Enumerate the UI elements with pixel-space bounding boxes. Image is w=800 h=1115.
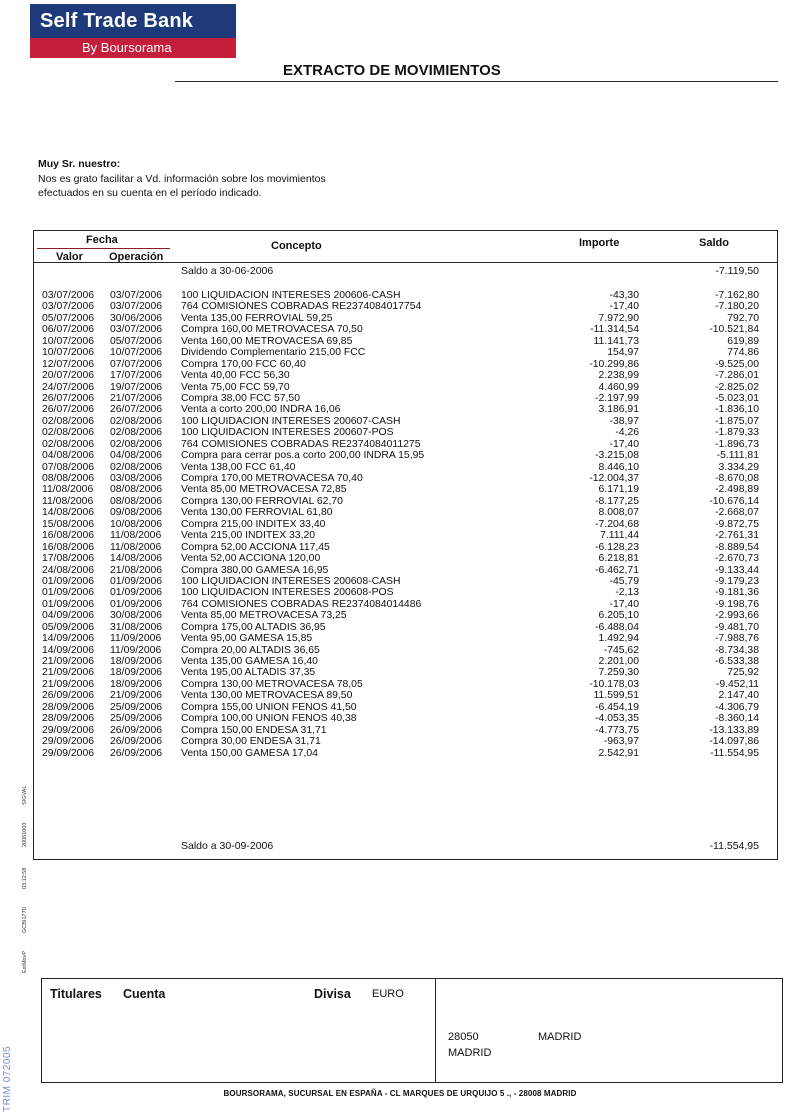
cell-saldo: 2.147,40 — [718, 690, 759, 702]
cell-concepto: Venta 160,00 METROVACESA 69,85 — [181, 335, 353, 347]
cell-saldo: -9.452,11 — [715, 678, 759, 690]
cell-importe: -3.215,08 — [595, 450, 639, 462]
cell-valor: 16/08/2006 — [42, 530, 95, 542]
cell-concepto: Compra 130,00 FERROVIAL 62,70 — [181, 495, 343, 507]
cell-valor: 26/07/2006 — [42, 404, 95, 416]
cell-operacion: 25/09/2006 — [110, 713, 163, 725]
bank-logo — [30, 4, 236, 58]
account-box — [41, 978, 783, 1083]
cell-operacion: 18/09/2006 — [110, 678, 163, 690]
cell-importe: 11.141,73 — [593, 335, 639, 347]
cell-importe: -10.299,86 — [589, 358, 639, 370]
table-row — [34, 450, 777, 461]
cell-operacion: 21/08/2006 — [110, 564, 163, 576]
cell-saldo: -9.181,36 — [715, 587, 759, 599]
margin-code: ExtMovP — [22, 950, 28, 973]
cell-concepto: 100 LIQUIDACION INTERESES 200606-CASH — [181, 290, 401, 301]
cell-valor: 17/08/2006 — [42, 553, 95, 565]
cell-valor: 01/09/2006 — [42, 575, 95, 587]
cell-saldo: -2.993,66 — [715, 610, 759, 622]
cell-valor: 28/09/2006 — [42, 701, 95, 713]
margin-code: GCBI1770 — [22, 907, 28, 933]
cell-saldo: -8.734,38 — [715, 644, 759, 656]
cell-saldo: -9.872,75 — [715, 518, 759, 530]
cell-saldo: -14.097,86 — [709, 736, 759, 748]
table-row — [34, 301, 777, 312]
cell-concepto: 764 COMISIONES COBRADAS RE2374084017754 — [181, 301, 422, 313]
cell-concepto: Compra 30,00 ENDESA 31,71 — [181, 736, 321, 748]
cell-operacion: 01/09/2006 — [110, 587, 163, 599]
cell-valor: 26/09/2006 — [42, 690, 95, 702]
cell-operacion: 26/09/2006 — [110, 736, 163, 748]
cell-operacion: 26/09/2006 — [110, 724, 163, 736]
cell-concepto: Venta 130,00 METROVACESA 89,50 — [181, 690, 353, 702]
opening-balance-value: -7.119,50 — [715, 265, 759, 277]
cell-concepto: Venta 85,00 METROVACESA 72,85 — [181, 484, 347, 496]
table-row — [34, 404, 777, 415]
cell-concepto: Venta 138,00 FCC 61,40 — [181, 461, 296, 473]
table-row — [34, 427, 777, 438]
cell-operacion: 01/09/2006 — [110, 575, 163, 587]
cell-saldo: -1.896,73 — [715, 438, 759, 450]
cell-saldo: -8.360,14 — [715, 713, 759, 725]
table-row — [34, 359, 777, 370]
table-row — [34, 622, 777, 633]
cell-importe: -4.053,35 — [595, 713, 639, 725]
divisa-label: Divisa — [314, 987, 351, 1001]
cell-concepto: Venta 95,00 GAMESA 15,85 — [181, 633, 313, 645]
cell-saldo: -11.554,95 — [710, 747, 759, 759]
cell-importe: 154,97 — [607, 347, 639, 359]
cell-operacion: 07/07/2006 — [110, 358, 163, 370]
cell-importe: -11.314,54 — [590, 324, 639, 336]
margin-code: SIGVAL — [22, 785, 28, 805]
cell-saldo: -1.836,10 — [715, 404, 759, 416]
greeting-body: Nos es grato facilitar a Vd. información sobre los movimientos efectuados en su cuenta en el período indicado. — [38, 173, 326, 199]
cell-saldo: -6.533,38 — [715, 656, 759, 667]
cell-operacion: 02/08/2006 — [110, 461, 163, 473]
cell-valor: 02/08/2006 — [42, 427, 95, 439]
cell-valor: 21/09/2006 — [42, 667, 95, 679]
table-row — [34, 473, 777, 484]
cell-operacion: 14/08/2006 — [110, 553, 163, 565]
greeting-title: Muy Sr. nuestro: — [38, 158, 121, 170]
cell-concepto: 764 COMISIONES COBRADAS RE2374084014486 — [181, 598, 422, 610]
cell-saldo: -9.525,00 — [715, 358, 759, 370]
cell-operacion: 17/07/2006 — [110, 370, 163, 382]
table-row — [34, 748, 777, 759]
cell-valor: 14/09/2006 — [42, 644, 95, 656]
cell-valor: 29/09/2006 — [42, 736, 95, 748]
cell-saldo: -2.668,07 — [715, 507, 759, 519]
cell-concepto: Venta 135,00 FERROVIAL 59,25 — [181, 312, 333, 324]
cell-importe: -745,62 — [603, 644, 639, 656]
divisa-value: EURO — [372, 988, 404, 1000]
cell-valor: 06/07/2006 — [42, 324, 95, 336]
cell-operacion: 18/09/2006 — [110, 656, 163, 667]
movements-table — [33, 230, 778, 860]
cell-operacion: 10/08/2006 — [110, 518, 163, 530]
table-row — [34, 370, 777, 381]
footer-address: BOURSORAMA, SUCURSAL EN ESPAÑA - CL MARQUES DE URQUIJO 5 ., - 28008 MADRID — [223, 1089, 577, 1098]
cell-saldo: 3.334,29 — [718, 461, 759, 473]
header-concepto: Concepto — [271, 240, 322, 252]
cell-concepto: Venta 215,00 INDITEX 33,20 — [181, 530, 316, 542]
cell-saldo: -5.111,81 — [716, 450, 759, 462]
cell-valor: 02/08/2006 — [42, 438, 95, 450]
cell-importe: -43,30 — [609, 290, 639, 301]
cell-concepto: Compra 100,00 UNION FENOS 40,38 — [181, 713, 357, 725]
table-row — [34, 702, 777, 713]
cell-saldo: -1.879,33 — [715, 427, 759, 439]
table-row — [34, 496, 777, 507]
cell-importe: 3.186,91 — [598, 404, 639, 416]
cell-saldo: -9.198,76 — [715, 598, 759, 610]
cell-importe: -963,97 — [603, 736, 639, 748]
cell-valor: 05/09/2006 — [42, 621, 95, 633]
header-importe: Importe — [579, 237, 620, 249]
table-row — [34, 736, 777, 747]
cell-operacion: 04/08/2006 — [110, 450, 163, 462]
cell-concepto: Venta 85,00 METROVACESA 73,25 — [181, 610, 347, 622]
city-line1: MADRID — [538, 1031, 582, 1043]
table-row — [34, 507, 777, 518]
cell-saldo: -9.133,44 — [715, 564, 759, 576]
cell-operacion: 11/08/2006 — [110, 541, 162, 553]
cell-importe: -2.197,99 — [595, 392, 639, 404]
cell-operacion: 08/08/2006 — [110, 484, 163, 496]
cell-valor: 12/07/2006 — [42, 358, 95, 370]
cell-concepto: Compra 52,00 ACCIONA 117,45 — [181, 541, 330, 553]
table-row — [34, 656, 777, 667]
cell-operacion: 10/07/2006 — [110, 347, 163, 359]
cell-saldo: -4.306,79 — [715, 701, 759, 713]
cell-valor: 24/08/2006 — [42, 564, 95, 576]
cell-saldo: -2.825,02 — [715, 381, 759, 393]
cell-importe: -4.773,75 — [595, 724, 639, 736]
table-row — [34, 565, 777, 576]
city-line2: MADRID — [448, 1047, 492, 1059]
table-row — [34, 393, 777, 404]
cell-saldo: -13.133,89 — [709, 724, 759, 736]
table-row — [34, 713, 777, 724]
cell-valor: 01/09/2006 — [42, 598, 95, 610]
cell-saldo: -7.988,76 — [715, 633, 759, 645]
cell-valor: 07/08/2006 — [42, 461, 95, 473]
cell-concepto: Compra 20,00 ALTADIS 36,65 — [181, 644, 320, 656]
cell-importe: -6.128,23 — [595, 541, 639, 553]
table-row — [34, 679, 777, 690]
cell-operacion: 03/07/2006 — [110, 290, 163, 301]
opening-balance-label: Saldo a 30-06-2006 — [181, 265, 274, 277]
cell-importe: -7.204,68 — [595, 518, 639, 530]
cell-importe: 2.238,99 — [598, 370, 639, 382]
table-row — [34, 553, 777, 564]
cell-operacion: 18/09/2006 — [110, 667, 163, 679]
cell-concepto: 100 LIQUIDACION INTERESES 200607-CASH — [181, 415, 401, 427]
cell-saldo: -7.162,80 — [715, 290, 759, 301]
table-row — [34, 645, 777, 656]
cell-valor: 02/08/2006 — [42, 415, 95, 427]
cell-concepto: Venta 150,00 GAMESA 17,04 — [181, 747, 318, 759]
cell-operacion: 02/08/2006 — [110, 415, 163, 427]
cell-valor: 28/09/2006 — [42, 713, 95, 725]
cell-valor: 10/07/2006 — [42, 335, 95, 347]
cell-operacion: 19/07/2006 — [110, 381, 163, 393]
cell-valor: 04/08/2006 — [42, 450, 95, 462]
cell-valor: 03/07/2006 — [42, 290, 95, 301]
cell-concepto: Compra para cerrar pos.a corto 200,00 INDRA 15,95 — [181, 450, 425, 462]
cell-importe: -38,97 — [609, 415, 639, 427]
cell-valor: 29/09/2006 — [42, 747, 95, 759]
cell-valor: 16/08/2006 — [42, 541, 95, 553]
cell-saldo: 619,89 — [727, 335, 759, 347]
cell-importe: -6.462,71 — [595, 564, 639, 576]
postal-code: 28050 — [448, 1031, 479, 1043]
cell-operacion: 26/07/2006 — [110, 404, 163, 416]
cell-operacion: 31/08/2006 — [110, 621, 163, 633]
cell-operacion: 03/07/2006 — [110, 324, 163, 336]
table-row — [34, 690, 777, 701]
cell-saldo: -2.670,73 — [715, 553, 759, 565]
cell-concepto: Compra 170,00 METROVACESA 70,40 — [181, 473, 363, 484]
cell-importe: 1.492,94 — [598, 633, 639, 645]
cell-valor: 03/07/2006 — [42, 301, 95, 313]
cell-operacion: 11/08/2006 — [110, 530, 162, 542]
cell-concepto: Compra 150,00 ENDESA 31,71 — [181, 724, 327, 736]
cell-operacion: 11/09/2006 — [110, 644, 162, 656]
cell-concepto: Venta 40,00 FCC 56,30 — [181, 370, 290, 382]
cell-concepto: 100 LIQUIDACION INTERESES 200608-CASH — [181, 575, 401, 587]
cell-importe: -17,40 — [609, 598, 639, 610]
cell-importe: -8.177,25 — [595, 495, 639, 507]
table-row — [34, 587, 777, 598]
cell-valor: 20/07/2006 — [42, 370, 95, 382]
cell-saldo: -9.179,23 — [715, 575, 759, 587]
table-row — [34, 462, 777, 473]
table-row — [34, 542, 777, 553]
cell-importe: 7.972,90 — [598, 312, 639, 324]
margin-codes — [22, 775, 36, 975]
cell-concepto: Venta 52,00 ACCIONA 120,00 — [181, 553, 321, 565]
cell-concepto: Compra 38,00 FCC 57,50 — [181, 392, 300, 404]
cell-importe: -12.004,37 — [589, 473, 639, 484]
cell-importe: 7.111,44 — [600, 530, 639, 542]
header-valor: Valor — [56, 251, 83, 263]
margin-code: 20061003 — [22, 822, 28, 847]
cell-concepto: Venta 135,00 GAMESA 16,40 — [181, 656, 318, 667]
title-rule — [175, 81, 778, 82]
cell-importe: -6.454,19 — [595, 701, 639, 713]
cell-operacion: 02/08/2006 — [110, 427, 163, 439]
table-row — [34, 416, 777, 427]
cell-concepto: Venta a corto 200,00 INDRA 16,06 — [181, 404, 341, 416]
cell-operacion: 21/07/2006 — [110, 392, 163, 404]
header-fecha-underline — [37, 248, 170, 249]
cell-concepto: 764 COMISIONES COBRADAS RE2374084011275 — [181, 438, 421, 450]
cell-saldo: -7.286,01 — [715, 370, 759, 382]
cell-concepto: Compra 130,00 METROVACESA 78,05 — [181, 678, 363, 690]
closing-balance-label: Saldo a 30-09-2006 — [181, 840, 274, 852]
cell-valor: 01/09/2006 — [42, 587, 95, 599]
cell-operacion: 09/08/2006 — [110, 507, 163, 519]
table-row — [34, 484, 777, 495]
table-row — [34, 313, 777, 324]
cell-saldo: -10.676,14 — [709, 495, 759, 507]
cell-concepto: Venta 130,00 FERROVIAL 61,80 — [181, 507, 333, 519]
cell-saldo: 725,92 — [727, 667, 759, 679]
cell-importe: 2.542,91 — [598, 747, 639, 759]
cell-valor: 21/09/2006 — [42, 678, 95, 690]
cell-valor: 04/09/2006 — [42, 610, 95, 622]
cuenta-label: Cuenta — [123, 987, 166, 1001]
opening-balance — [34, 265, 777, 279]
cell-valor: 26/07/2006 — [42, 392, 95, 404]
closing-balance-value: -11.554,95 — [709, 840, 759, 852]
cell-importe: -6.488,04 — [595, 621, 639, 633]
logo-line2: By Boursorama — [30, 38, 236, 58]
cell-importe: -4,26 — [615, 427, 639, 439]
cell-concepto: Compra 215,00 INDITEX 33,40 — [181, 518, 326, 530]
cell-concepto: Compra 175,00 ALTADIS 36,95 — [181, 621, 326, 633]
cell-concepto: Venta 75,00 FCC 59,70 — [181, 381, 290, 393]
cell-operacion: 25/09/2006 — [110, 701, 163, 713]
table-row — [34, 439, 777, 450]
cell-saldo: 792,70 — [727, 312, 759, 324]
cell-saldo: -10.521,84 — [709, 324, 759, 336]
cell-saldo: -5.023,01 — [715, 392, 759, 404]
cell-importe: 8.446,10 — [598, 461, 639, 473]
cell-operacion: 26/09/2006 — [110, 747, 163, 759]
table-row — [34, 347, 777, 358]
cell-concepto: Compra 160,00 METROVACESA 70,50 — [181, 324, 363, 336]
cell-valor: 15/08/2006 — [42, 518, 95, 530]
cell-operacion: 01/09/2006 — [110, 598, 163, 610]
header-saldo: Saldo — [699, 237, 729, 249]
cell-importe: -17,40 — [609, 438, 639, 450]
cell-importe: 6.171,19 — [598, 484, 639, 496]
trim-code: TRIM 072005 — [2, 1045, 13, 1112]
account-box-divider — [435, 979, 436, 1082]
cell-valor: 08/08/2006 — [42, 473, 95, 484]
cell-importe: 11.599,51 — [593, 690, 639, 702]
table-row — [34, 725, 777, 736]
cell-operacion: 30/06/2006 — [110, 312, 163, 324]
header-fecha: Fecha — [86, 234, 118, 246]
table-row — [34, 633, 777, 644]
cell-valor: 10/07/2006 — [42, 347, 95, 359]
cell-valor: 21/09/2006 — [42, 656, 95, 667]
cell-concepto: 100 LIQUIDACION INTERESES 200607-POS — [181, 427, 394, 439]
table-row — [34, 576, 777, 587]
table-row — [34, 530, 777, 541]
cell-concepto: Dividendo Complementario 215,00 FCC — [181, 347, 366, 359]
movement-rows — [34, 290, 777, 759]
closing-balance — [34, 840, 777, 854]
cell-saldo: -9.481,70 — [715, 621, 759, 633]
cell-operacion: 03/08/2006 — [110, 473, 163, 484]
margin-code: 03:12:58 — [22, 867, 28, 889]
cell-valor: 29/09/2006 — [42, 724, 95, 736]
cell-operacion: 08/08/2006 — [110, 495, 163, 507]
cell-saldo: -7.180,20 — [715, 301, 759, 313]
cell-importe: 8.008,07 — [598, 507, 639, 519]
header-rule — [34, 262, 777, 263]
cell-operacion: 03/07/2006 — [110, 301, 163, 313]
titulares-label: Titulares — [50, 987, 102, 1001]
cell-importe: 7.259,30 — [598, 667, 639, 679]
cell-saldo: -8.889,54 — [715, 541, 759, 553]
table-row — [34, 290, 777, 301]
cell-importe: -2,13 — [615, 587, 639, 599]
table-row — [34, 610, 777, 621]
cell-operacion: 11/09/2006 — [110, 633, 162, 645]
cell-operacion: 21/09/2006 — [110, 690, 163, 702]
cell-saldo: -2.498,89 — [715, 484, 759, 496]
cell-operacion: 30/08/2006 — [110, 610, 163, 622]
cell-concepto: Compra 380,00 GAMESA 16,95 — [181, 564, 329, 576]
cell-saldo: 774,86 — [727, 347, 759, 359]
cell-importe: -10.178,03 — [589, 678, 639, 690]
cell-valor: 11/08/2006 — [42, 495, 94, 507]
cell-importe: 6.218,81 — [598, 553, 639, 565]
table-row — [34, 324, 777, 335]
cell-valor: 14/09/2006 — [42, 633, 95, 645]
cell-saldo: -1.875,07 — [715, 415, 759, 427]
cell-valor: 11/08/2006 — [42, 484, 94, 496]
cell-concepto: 100 LIQUIDACION INTERESES 200608-POS — [181, 587, 394, 599]
cell-concepto: Compra 155,00 UNION FENOS 41,50 — [181, 701, 357, 713]
cell-concepto: Compra 170,00 FCC 60,40 — [181, 358, 306, 370]
table-row — [34, 336, 777, 347]
cell-operacion: 05/07/2006 — [110, 335, 163, 347]
cell-valor: 24/07/2006 — [42, 381, 95, 393]
cell-importe: 4.460,99 — [598, 381, 639, 393]
cell-saldo: -8.670,08 — [715, 473, 759, 484]
header-operacion: Operación — [109, 251, 164, 263]
document-title: EXTRACTO DE MOVIMIENTOS — [283, 62, 501, 79]
table-row — [34, 599, 777, 610]
table-row — [34, 382, 777, 393]
cell-valor: 05/07/2006 — [42, 312, 95, 324]
cell-operacion: 02/08/2006 — [110, 438, 163, 450]
cell-importe: -17,40 — [609, 301, 639, 313]
cell-importe: 6.205,10 — [598, 610, 639, 622]
cell-importe: -45,79 — [609, 575, 639, 587]
cell-importe: 2.201,00 — [598, 656, 639, 667]
cell-concepto: Venta 195,00 ALTADIS 37,35 — [181, 667, 316, 679]
cell-saldo: -2.761,31 — [715, 530, 759, 542]
logo-line1: Self Trade Bank — [30, 4, 236, 38]
cell-valor: 14/08/2006 — [42, 507, 95, 519]
table-row — [34, 519, 777, 530]
table-row — [34, 667, 777, 678]
